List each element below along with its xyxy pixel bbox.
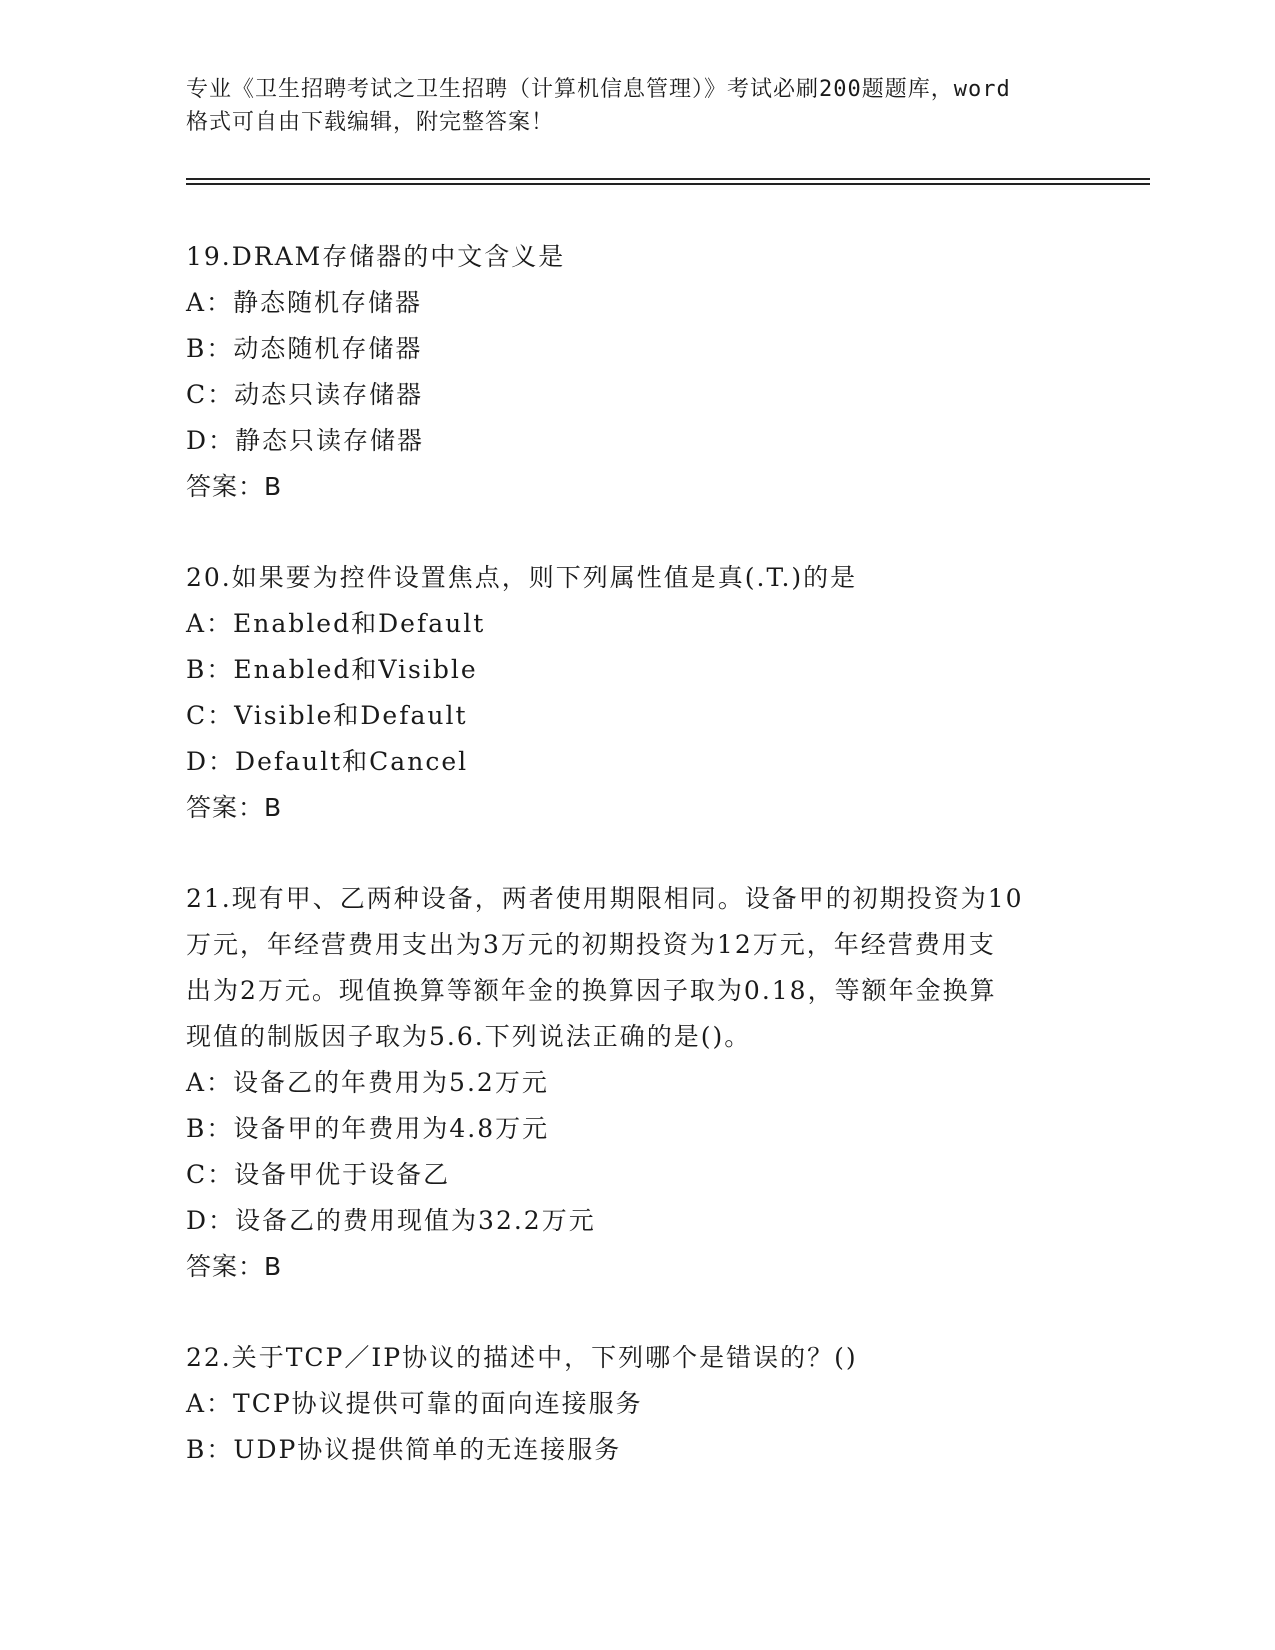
question-stem: 20.如果要为控件设置焦点，则下列属性值是真(.T.)的是: [186, 563, 858, 592]
answer-label: 答案：B: [186, 472, 283, 501]
header-divider-bottom: [186, 183, 1150, 185]
option-a: A：Enabled和Default: [186, 609, 486, 638]
answer-label: 答案：B: [186, 1252, 283, 1281]
header-line-1: 专业《卫生招聘考试之卫生招聘（计算机信息管理）》考试必刷200题题库，word: [186, 77, 1011, 102]
question-stem-line-2: 万元，年经营费用支出为3万元的初期投资为12万元，年经营费用支: [186, 930, 996, 959]
document-header: [186, 73, 1086, 139]
header-divider-top: [186, 178, 1150, 180]
option-c: C：动态只读存储器: [186, 380, 424, 409]
option-b: B：Enabled和Visible: [186, 655, 478, 684]
option-c: C：Visible和Default: [186, 701, 468, 730]
question-stem-line-4: 现值的制版因子取为5.6.下列说法正确的是()。: [186, 1022, 752, 1051]
question-stem-line-1: 21.现有甲、乙两种设备，两者使用期限相同。设备甲的初期投资为10: [186, 884, 1024, 913]
question-22: [186, 1335, 1086, 1473]
option-d: D：设备乙的费用现值为32.2万元: [186, 1206, 596, 1235]
question-stem-line-3: 出为2万元。现值换算等额年金的换算因子取为0.18，等额年金换算: [186, 976, 997, 1005]
option-a: A：设备乙的年费用为5.2万元: [186, 1068, 549, 1097]
question-stem: 22.关于TCP／IP协议的描述中，下列哪个是错误的？(): [186, 1343, 858, 1372]
option-b: B：设备甲的年费用为4.8万元: [186, 1114, 550, 1143]
option-a: A：静态随机存储器: [186, 288, 423, 317]
option-d: D：Default和Cancel: [186, 747, 469, 776]
option-b: B：动态随机存储器: [186, 334, 423, 363]
option-d: D：静态只读存储器: [186, 426, 425, 455]
answer-label: 答案：B: [186, 793, 283, 822]
question-21: [186, 876, 1086, 1290]
option-a: A：TCP协议提供可靠的面向连接服务: [186, 1389, 643, 1418]
question-19: [186, 234, 1086, 510]
header-line-2: 格式可自由下载编辑，附完整答案！: [186, 110, 555, 135]
option-b: B：UDP协议提供简单的无连接服务: [186, 1435, 622, 1464]
question-stem: 19.DRAM存储器的中文含义是: [186, 242, 566, 271]
option-c: C：设备甲优于设备乙: [186, 1160, 451, 1189]
question-20: [186, 555, 1086, 831]
